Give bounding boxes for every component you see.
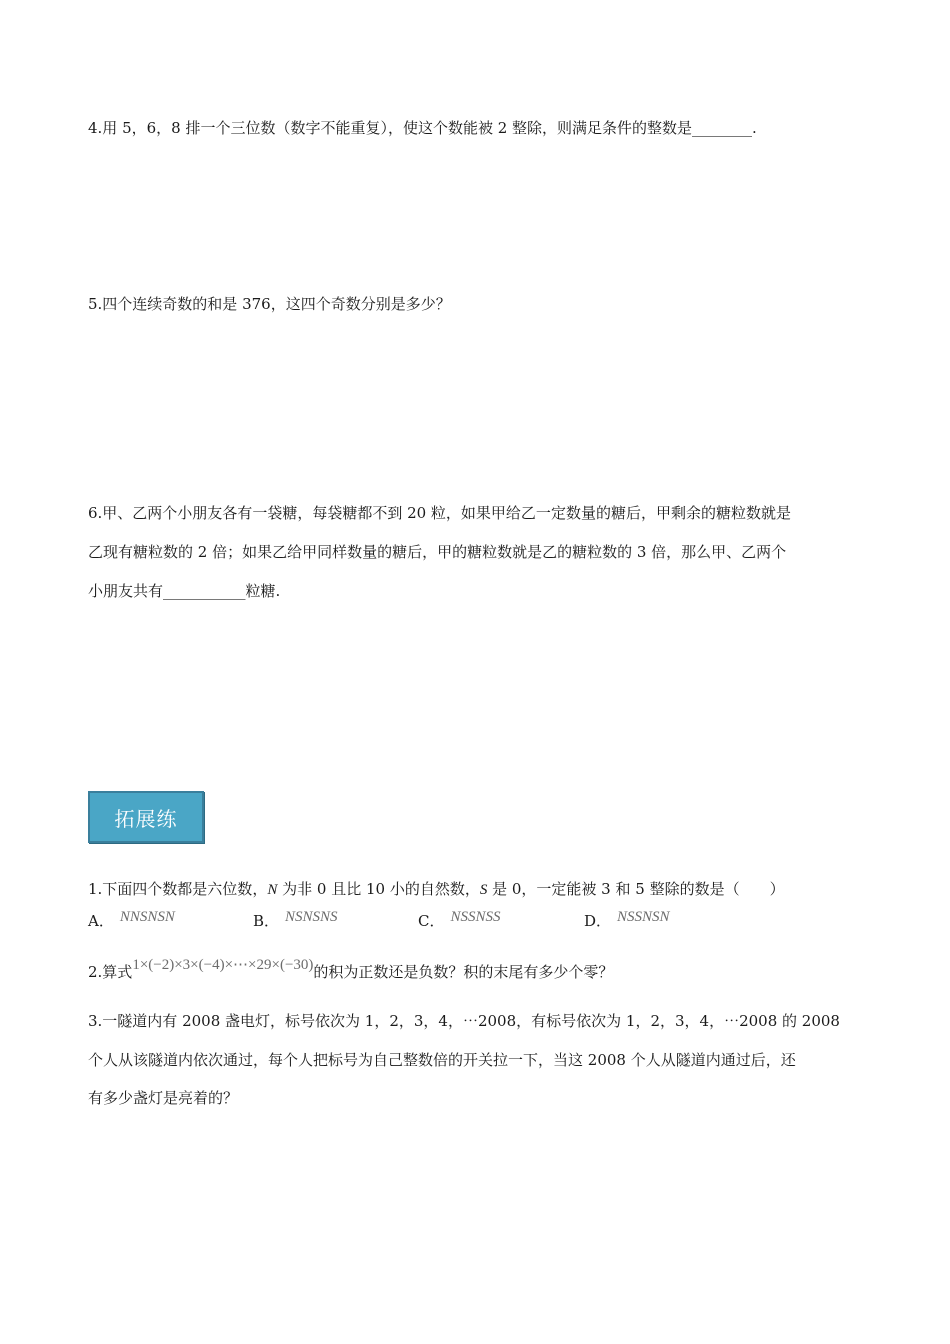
option-c-value: NSSNSS [450, 909, 501, 925]
option-d [584, 911, 670, 932]
option-c-label: C． [418, 912, 445, 930]
option-b [253, 911, 338, 932]
option-b-value: NSNSNS [285, 909, 338, 925]
option-a-value: NNSNSN [119, 909, 175, 925]
section-header-extension-practice [88, 791, 204, 843]
product-formula: 1×(−2)×3×(−4)×⋯×29×(−30) [132, 957, 314, 973]
section-title: 拓展练 [114, 806, 178, 831]
variable-n: N [267, 882, 278, 898]
problem-6-line-3: 小朋友共有___________粒糖. [88, 582, 281, 600]
problem-5-text: 5.四个连续奇数的和是 376，这四个奇数分别是多少？ [88, 295, 451, 313]
problem-6-line-2: 乙现有糖粒数的 2 倍；如果乙给甲同样数量的糖后，甲的糖粒数就是乙的糖粒数的 3 倍，那么甲、乙两个 [88, 543, 787, 561]
ext-problem-1-pre: 1.下面四个数都是六位数， [88, 880, 268, 898]
ext-problem-2-pre: 2.算式 [88, 963, 133, 981]
option-a [88, 911, 175, 932]
ext-problem-2-text [88, 957, 614, 983]
ext-problem-3-line-2: 个人从该隧道内依次通过，每个人把标号为自己整数倍的开关拉一下，当这 2008 个人从隧道内通过后，还 [88, 1051, 796, 1069]
ext-problem-3-line-1: 3.一隧道内有 2008 盏电灯，标号依次为 1，2，3，4，⋯2008，有标号依次为 1，2，3，4，⋯2008 的 2008 [88, 1012, 840, 1030]
option-d-label: D． [584, 912, 612, 930]
option-d-value: NSSNSN [617, 909, 670, 925]
option-b-label: B． [253, 912, 280, 930]
variable-s: S [479, 882, 488, 898]
ext-problem-1-text [88, 879, 785, 900]
option-a-label: A． [88, 912, 114, 930]
ext-problem-1-mid2: 是 0，一定能被 3 和 5 整除的数是（ ） [487, 880, 785, 898]
ext-problem-1-mid1: 为非 0 且比 10 小的自然数， [277, 880, 480, 898]
ext-problem-2-post: 的积为正数还是负数？积的末尾有多少个零？ [313, 963, 614, 981]
problem-6-line-1: 6.甲、乙两个小朋友各有一袋糖，每袋糖都不到 20 粒，如果甲给乙一定数量的糖后，甲剩余的糖粒数就是 [88, 504, 791, 522]
ext-problem-3-line-3: 有多少盏灯是亮着的？ [88, 1089, 239, 1107]
option-c [418, 911, 501, 932]
problem-4-text: 4.用 5，6，8 排一个三位数（数字不能重复），使这个数能被 2 整除，则满足条件的整数是________. [88, 119, 757, 137]
